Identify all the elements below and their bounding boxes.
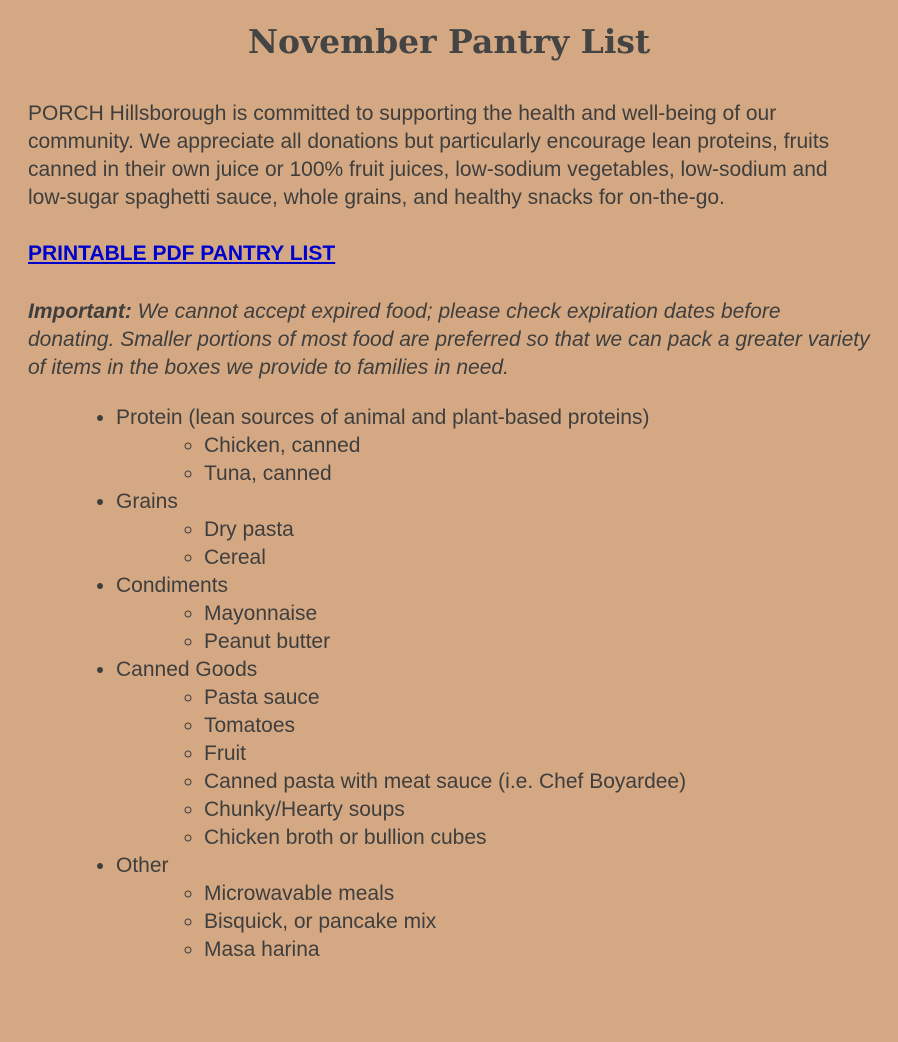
category-label: Protein (lean sources of animal and plant-based proteins) bbox=[116, 406, 650, 429]
pantry-item: ◦ Tomatoes bbox=[204, 712, 870, 740]
pantry-item: ◦ Masa harina bbox=[204, 936, 870, 964]
pantry-item: ◦ Microwavable meals bbox=[204, 880, 870, 908]
category-items-list bbox=[116, 880, 870, 964]
important-notice bbox=[28, 298, 870, 382]
category-items-list bbox=[116, 600, 870, 656]
category-label: Grains bbox=[116, 490, 178, 513]
category-item bbox=[116, 656, 870, 852]
category-item bbox=[116, 572, 870, 656]
pantry-item: ◦ Peanut butter bbox=[204, 628, 870, 656]
category-label: Condiments bbox=[116, 574, 229, 597]
important-text: We cannot accept expired food; please check expiration dates before donating. Smaller portions of most food are preferred so that we can pack a greater variety of items in the boxes we provide to families in need. bbox=[28, 300, 870, 379]
category-items-list bbox=[116, 432, 870, 488]
category-item bbox=[116, 852, 870, 964]
pdf-link-container bbox=[28, 240, 870, 270]
printable-pdf-link[interactable]: PRINTABLE PDF PANTRY LIST bbox=[28, 242, 336, 265]
pantry-item: ◦ Chicken, canned bbox=[204, 432, 870, 460]
category-label: Other bbox=[116, 854, 169, 877]
pantry-item: ◦ Canned pasta with meat sauce (i.e. Chef Boyardee) bbox=[204, 768, 870, 796]
category-item bbox=[116, 488, 870, 572]
category-items-list bbox=[116, 516, 870, 572]
pantry-item: ◦ Fruit bbox=[204, 740, 870, 768]
category-items-list bbox=[116, 684, 870, 852]
page-title: November Pantry List bbox=[247, 22, 651, 61]
pantry-category-list bbox=[28, 404, 870, 964]
pantry-item: ◦ Cereal bbox=[204, 544, 870, 572]
pantry-item: ◦ Chicken broth or bullion cubes bbox=[204, 824, 870, 852]
pantry-item: ◦ Bisquick, or pancake mix bbox=[204, 908, 870, 936]
pantry-item: ◦ Chunky/Hearty soups bbox=[204, 796, 870, 824]
pantry-item: ◦ Dry pasta bbox=[204, 516, 870, 544]
important-label: Important: bbox=[28, 300, 132, 323]
category-item bbox=[116, 404, 870, 488]
intro-paragraph: PORCH Hillsborough is committed to supporting the health and well-being of our community. We appreciate all donations but particularly encourage lean proteins, fruits canned in their own juice or 100% fruit juices, low-sodium vegetables, low-sodium and low-sugar spaghetti sauce, whole grains, and healthy snacks for on-the-go. bbox=[28, 102, 830, 209]
pantry-item: ◦ Mayonnaise bbox=[204, 600, 870, 628]
pantry-item: ◦ Pasta sauce bbox=[204, 684, 870, 712]
pantry-item: ◦ Tuna, canned bbox=[204, 460, 870, 488]
category-label: Canned Goods bbox=[116, 658, 258, 681]
